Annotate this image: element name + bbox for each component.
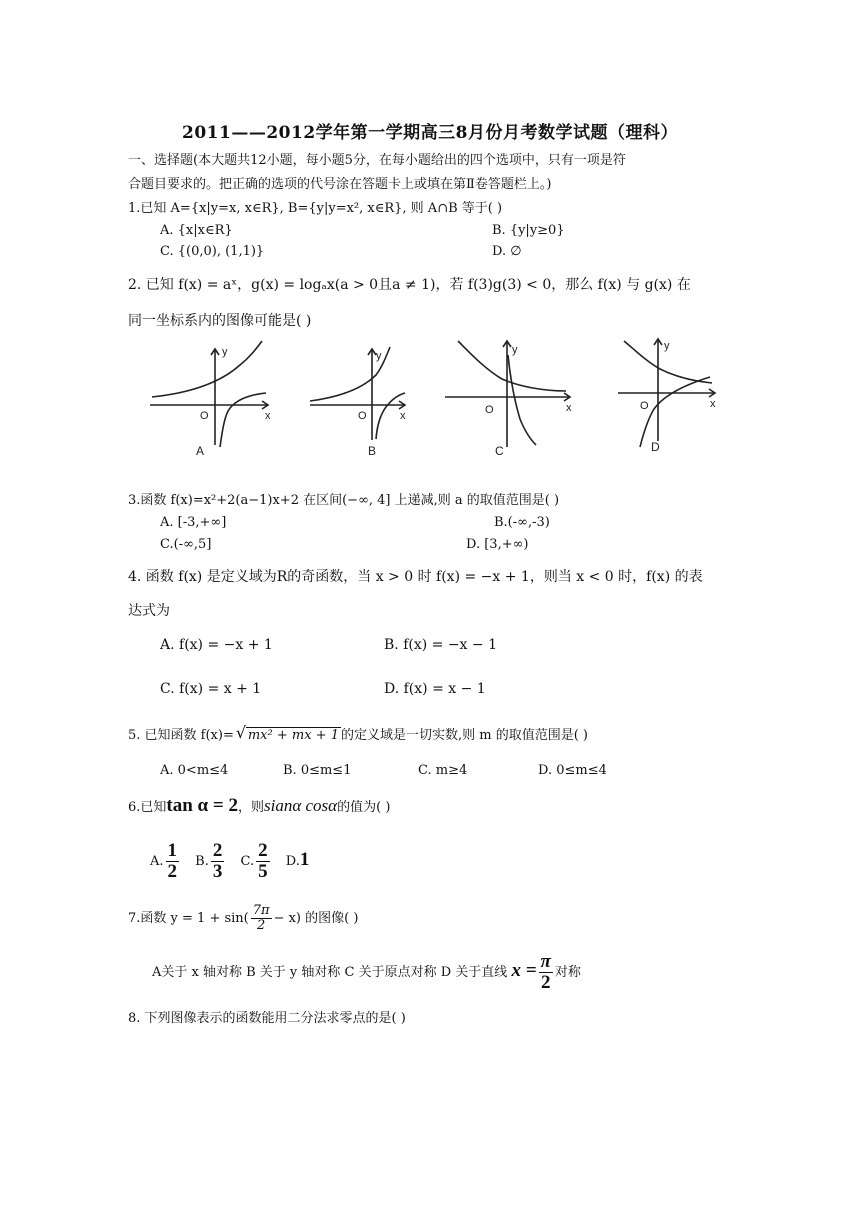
q6-stem [128,794,390,820]
graph-b-y-label: y [376,350,382,362]
section-instructions-line1: 一、选择题(本大题共12小题，每小题5分，在每小题给出的四个选项中，只有一项是符 [128,153,626,168]
graph-b-origin: O [358,410,367,422]
q7-options [152,948,581,996]
q1-stem: 1.已知 A={x|y=x, x∈R}, B={y|y=x², x∈R}, 则 A∩B 等于( ) [128,201,503,216]
graph-b-caption: B [368,444,377,458]
q7-frac [251,904,272,932]
q6-option-a-label: A. [150,854,164,869]
graph-d [618,339,715,447]
q6-a-den: 2 [167,861,178,882]
q4-option-d: D. f(x) = x − 1 [384,681,486,697]
q5-stem [128,723,588,745]
q6-mid: ，则 [237,800,264,815]
q5-option-b: B. 0≤m≤1 [283,763,352,778]
q7-frac-den: 2 [257,918,266,933]
sqrt-icon: √ [235,723,247,742]
q5-stem-post: 的定义域是一切实数,则 m 的取值范围是( ) [340,728,588,743]
q3-option-a: A. [-3,+∞] [160,515,227,530]
q6-c-den: 5 [258,861,268,882]
q5-option-c: C. m≥4 [418,763,468,778]
q1-option-c: C. {(0,0), (1,1)} [160,244,265,259]
q6-pre: 6.已知 [128,800,167,815]
graph-a-caption: A [196,444,205,458]
q7-choices-text: A关于 x 轴对称 B 关于 y 轴对称 C 关于原点对称 D 关于直线 [152,965,508,980]
q6-c-num: 2 [258,840,268,862]
graph-c-x-label: x [566,402,572,414]
q6-option-c-frac [256,841,270,882]
q6-option-a-frac [166,841,180,882]
q5-option-a: A. 0<m≤4 [160,763,229,778]
section-instructions-line2: 合题目要求的。把正确的选项的代号涂在答题卡上或填在第Ⅱ卷答题栏上。) [128,177,552,192]
q4-option-a: A. f(x) = −x + 1 [160,637,273,653]
q6-option-d-value: 1 [299,849,310,870]
graph-a [150,341,268,447]
graph-a-origin: O [200,410,209,422]
q6-expression: sianα cosα [264,796,338,815]
graph-b-x-label: x [400,410,406,422]
q1-option-b: B. {y|y≥0} [492,223,565,238]
q6-option-d-label: D. [285,854,300,869]
q4-stem-line2: 达式为 [128,603,170,619]
q4-stem: 4. 函数 f(x) 是定义域为R的奇函数，当 x > 0 时 f(x) = −x + 1，则当 x < 0 时，f(x) 的表 [128,569,703,585]
q2-stem: 2. 已知 f(x) = aˣ，g(x) = logₐx(a > 0且a ≠ 1)，若 f(3)g(3) < 0，那么 f(x) 与 g(x) 在 [128,277,691,293]
graph-c-y-label: y [512,344,518,356]
graph-a-y-label: y [222,346,228,358]
q7-stem [128,896,358,942]
q6-condition: tan α = 2 [166,795,238,816]
q1-option-a: A. {x|x∈R} [160,223,233,238]
q6-options [150,836,309,886]
q6-post: 的值为( ) [337,800,391,815]
q5-sqrt [235,723,341,745]
q6-option-b-frac [211,841,225,882]
q1-option-d: D. ∅ [492,244,522,259]
q5-radicand: mx² + mx + 1 [247,728,339,743]
graph-d-x-label: x [710,398,716,410]
graph-d-origin: O [640,400,649,412]
q7-pre: 7.函数 y = 1 + sin( [128,911,249,926]
q6-b-den: 3 [212,861,223,882]
q2-graphs [140,335,720,467]
q5-stem-pre: 5. 已知函数 f(x)= [128,728,234,743]
graph-c-origin: O [485,404,494,416]
q2-graph-panel [140,335,720,463]
q7-post: − x) 的图像( ) [273,911,359,926]
q2-stem-line2: 同一坐标系内的图像可能是( ) [128,313,312,329]
graph-d-caption: D [651,440,660,454]
q7-pi-num: π [540,951,551,973]
q6-option-b-label: B. [195,854,209,869]
graph-c [445,341,570,447]
q7-tail: 对称 [554,965,581,980]
q8-stem: 8. 下列图像表示的函数能用二分法求零点的是( ) [128,1011,406,1026]
q3-option-d: D. [3,+∞) [466,537,529,552]
q3-option-c: C.(-∞,5] [160,537,212,552]
q7-x-eq: x = [511,960,537,981]
q5-option-d: D. 0≤m≤4 [538,763,607,778]
q3-option-b: B.(-∞,-3) [494,515,550,530]
q6-b-num: 2 [212,840,223,862]
q7-frac-num: 7π [252,903,270,919]
graph-c-caption: C [495,444,504,458]
q6-option-c-label: C. [240,854,255,869]
graph-a-x-label: x [265,410,271,422]
q7-pi-frac [539,952,553,993]
q4-option-b: B. f(x) = −x − 1 [384,637,497,653]
q7-pi-den: 2 [540,972,551,993]
q4-option-c: C. f(x) = x + 1 [160,681,262,697]
graph-b [310,347,405,440]
graph-d-y-label: y [664,340,670,352]
q3-stem: 3.函数 f(x)=x²+2(a−1)x+2 在区间(−∞, 4] 上递减,则 a 的取值范围是( ) [128,493,560,508]
q6-a-num: 1 [167,840,178,862]
exam-title: 2011——2012学年第一学期高三8月份月考数学试题（理科） [182,123,678,143]
